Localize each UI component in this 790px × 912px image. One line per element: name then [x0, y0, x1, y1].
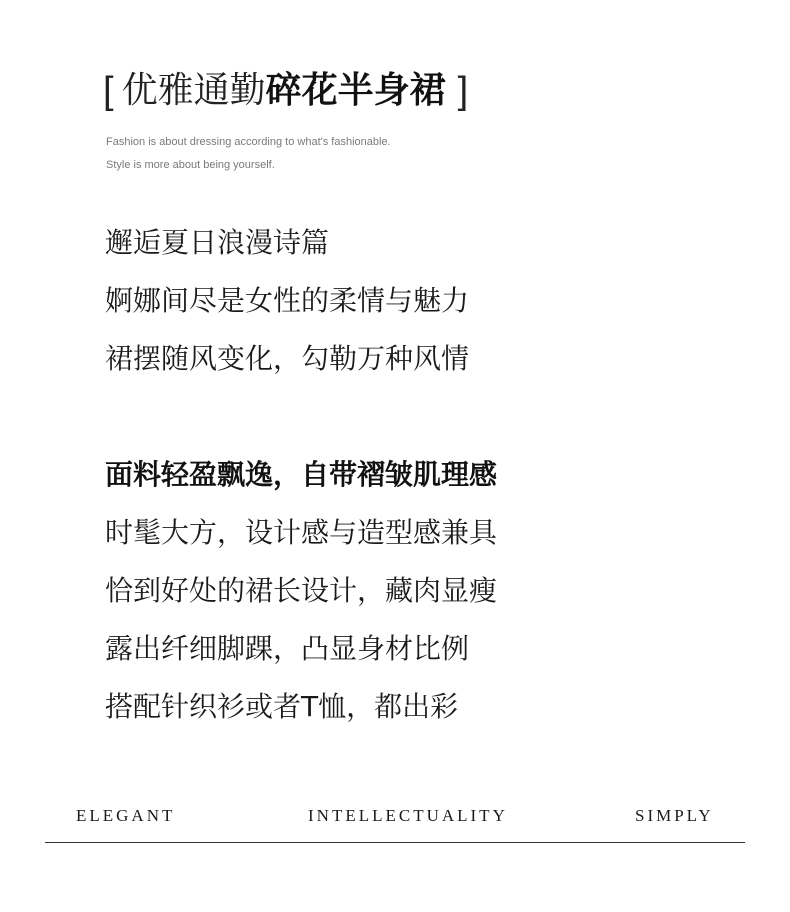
- paragraph1-line-2: 婀娜间尽是女性的柔情与魅力: [105, 284, 470, 317]
- paragraph2-line-3: 露出纤细脚踝，凸显身材比例: [105, 632, 470, 665]
- tagline-line-2: Style is more about being yourself.: [106, 159, 275, 171]
- title-close-bracket: ]: [457, 70, 469, 112]
- paragraph1-line-1: 邂逅夏日浪漫诗篇: [105, 226, 330, 259]
- footer-divider: [45, 842, 745, 843]
- paragraph1-line-3: 裙摆随风变化，勾勒万种风情: [105, 342, 470, 375]
- paragraph2-line-1: 时髦大方，设计感与造型感兼具: [105, 516, 498, 549]
- title-light-text: 优雅通勤: [121, 70, 266, 111]
- footer-word-intellectuality: INTELLECTUALITY: [308, 806, 508, 825]
- page-title: [103, 66, 468, 116]
- title-open-bracket: [: [103, 70, 114, 112]
- paragraph2-heading: 面料轻盈飘逸，自带褶皱肌理感: [105, 458, 498, 491]
- footer-word-simply: SIMPLY: [635, 806, 714, 825]
- title-bold-text: 碎花半身裙: [265, 70, 446, 111]
- tagline-line-1: Fashion is about dressing according to what's fashionable.: [106, 136, 391, 148]
- paragraph2-line-4: 搭配针织衫或者T恤，都出彩: [105, 690, 459, 723]
- paragraph2-line-2: 恰到好处的裙长设计，藏肉显瘦: [105, 574, 498, 607]
- footer-word-elegant: ELEGANT: [76, 806, 176, 825]
